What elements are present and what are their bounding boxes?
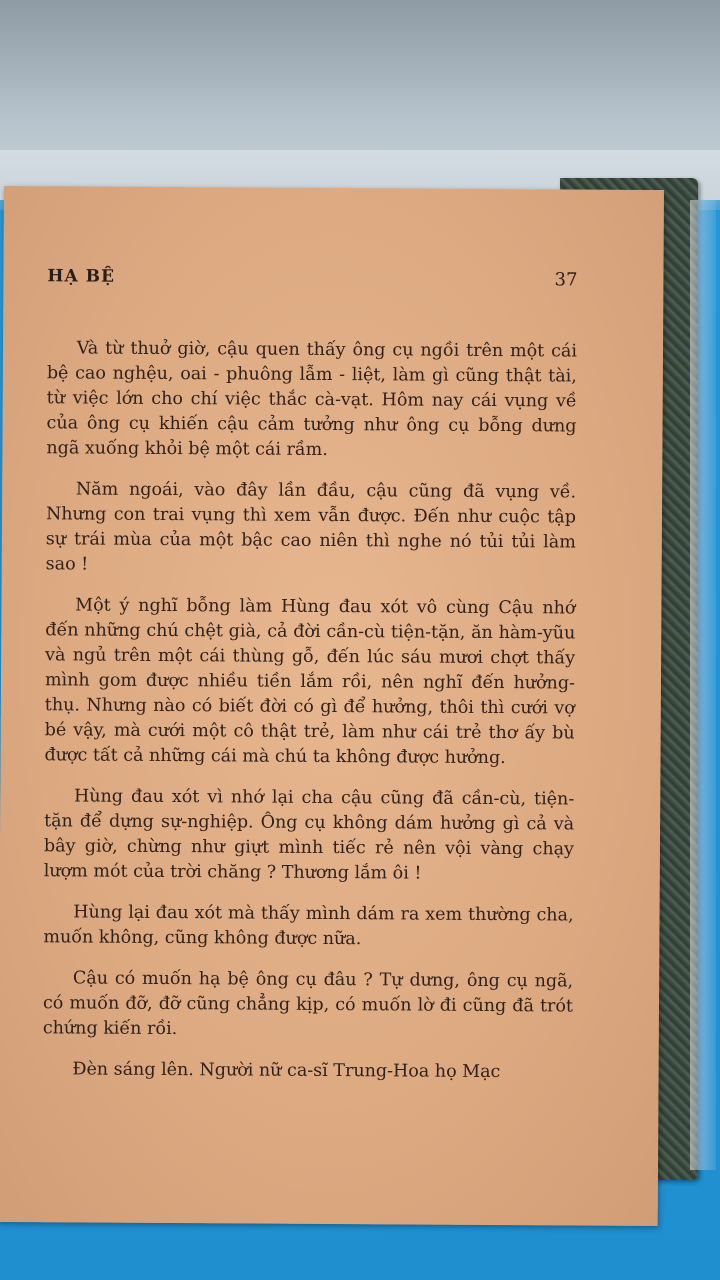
page-header	[47, 266, 577, 295]
running-head: HẠ BỆ	[47, 266, 116, 287]
paragraph: Năm ngoái, vào đây lần đầu, cậu cũng đã vụng về. Nhưng con trai vụng thì xem vẫn được. Đến như cuộc tập sự trái mùa của một bậc cao niên thì nghe nó tủi tủi làm sao !	[45, 479, 577, 575]
page-number: 37	[554, 269, 578, 291]
paragraph: Một ý nghĩ bỗng làm Hùng đau xót vô cùng Cậu nhớ đến những chú chệt già, cả đời cần-cù tiện-tặn, ăn hàm-yũu và ngủ trên một cái thùng gỗ, đến lúc sáu mươi chợt thấy mình gom được nhiều tiền lắm rồi, nên nghĩ đến hưởng-thụ. Nhưng nào có biết đời có gì để hưởng, thôi thì cưới vợ bé vậy, mà cưới một cô thật trẻ, làm như cái trẻ thơ ấy bù được tất cả những cái mà chú ta không được hưởng.	[44, 595, 576, 769]
plastic-sleeve-edge	[690, 200, 716, 1170]
paragraph: Hùng đau xót vì nhớ lại cha cậu cũng đã cần-cù, tiện-tặn để dựng sự-nghiệp. Ông cụ không dám hưởng gì cả và bây giờ, chừng như giựt mình tiếc rẻ nên vội vàng chạy lượm mót của trời chăng ? Thương lắm ôi !	[43, 786, 575, 884]
body-text	[43, 336, 578, 1085]
paragraph: Cậu có muốn hạ bệ ông cụ đâu ? Tự dưng, ông cụ ngã, có muốn đỡ, đỡ cũng chẳng kịp, có muốn lờ đi cũng đã trót chứng kiến rồi.	[42, 968, 574, 1040]
paragraph: Đèn sáng lên. Người nữ ca-sĩ Trung-Hoa họ Mạc	[72, 1059, 501, 1083]
paragraph: Hùng lại đau xót mà thấy mình dám ra xem thường cha, muốn không, cũng không được nữa.	[43, 902, 574, 950]
paragraph: Và từ thuở giờ, cậu quen thấy ông cụ ngồi trên một cái bệ cao nghệu, oai - phuông lẫm - liệt, làm gì cũng thật tài, từ việc lớn cho chí việc thắc cà-vạt. Hôm nay cái vụng về của ông cụ khiến cậu cảm tưởng như ông cụ bỗng dưng ngã xuống khỏi bệ một cái rầm.	[46, 338, 578, 460]
book-page	[0, 186, 664, 1226]
